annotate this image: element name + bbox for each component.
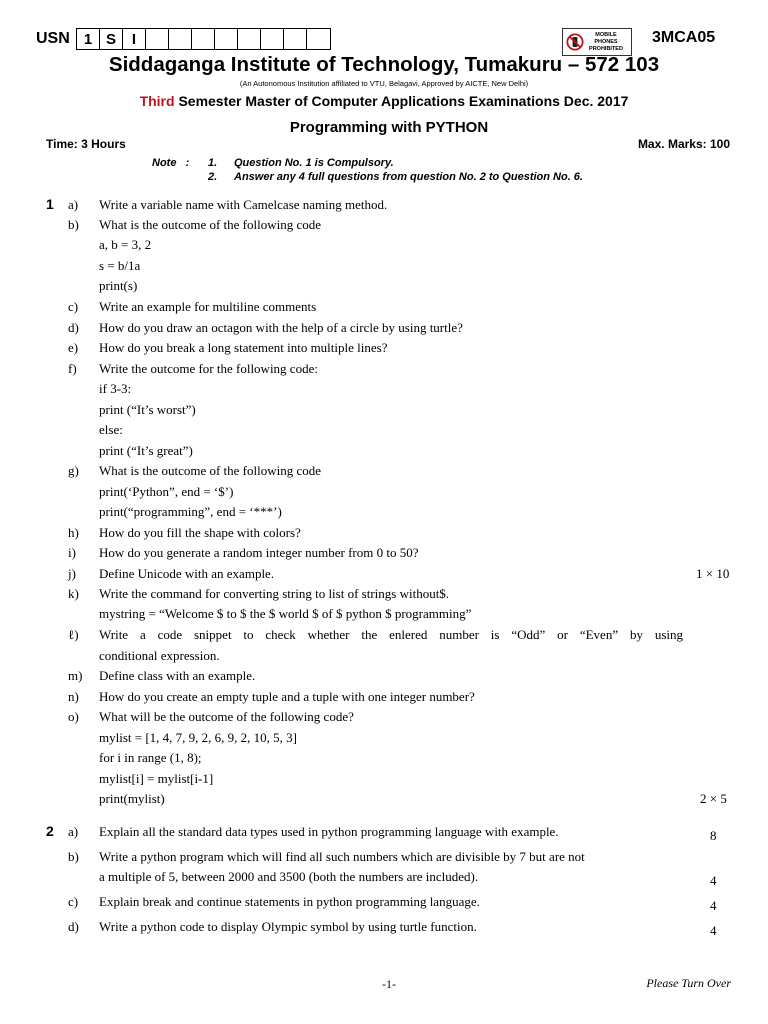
paper-code: 3MCA05 bbox=[652, 29, 716, 46]
question-number: 2 bbox=[46, 823, 54, 839]
usn-cell bbox=[238, 29, 261, 49]
marks-label: 2 × 5 bbox=[700, 791, 727, 806]
code-line: for i in range (1, 8); bbox=[99, 750, 202, 765]
usn-label: USN bbox=[36, 30, 70, 47]
code-line: mylist[i] = mylist[i-1] bbox=[99, 771, 214, 786]
marks-label: 4 bbox=[710, 923, 717, 938]
marks-label: 4 bbox=[710, 873, 717, 888]
question-text: Write a python code to display Olympic symbol by using turtle function. bbox=[99, 919, 477, 934]
no-phone-icon bbox=[566, 33, 584, 51]
question-number: 1 bbox=[46, 196, 54, 212]
question-text: Define class with an example. bbox=[99, 668, 256, 683]
usn-cell bbox=[192, 29, 215, 49]
sub-label: k) bbox=[68, 586, 79, 601]
sub-label: d) bbox=[68, 320, 79, 335]
sub-label: h) bbox=[68, 525, 79, 540]
sub-label: o) bbox=[68, 709, 79, 724]
code-line: print(‘Python”, end = ‘$’) bbox=[99, 484, 234, 499]
mobile-phones-prohibited-badge bbox=[562, 28, 632, 56]
usn-cell: 1 bbox=[77, 29, 100, 49]
note-number: 1. bbox=[208, 157, 218, 169]
question-text: Write a python program which will find all such numbers which are divisible by 7 but are not bbox=[99, 849, 585, 864]
note-text: Question No. 1 is Compulsory. bbox=[234, 157, 394, 169]
usn-cell bbox=[146, 29, 169, 49]
sub-label: n) bbox=[68, 689, 79, 704]
page-number: -1- bbox=[382, 977, 396, 991]
institution-name: Siddaganga Institute of Technology, Tumakuru – 572 103 bbox=[108, 53, 660, 76]
question-text: How do you create an empty tuple and a tuple with one integer number? bbox=[99, 689, 475, 704]
sub-label: b) bbox=[68, 849, 79, 864]
question-text: How do you fill the shape with colors? bbox=[99, 525, 301, 540]
note-number: 2. bbox=[208, 171, 218, 183]
usn-cell: S bbox=[100, 29, 123, 49]
exam-title bbox=[0, 93, 768, 109]
sub-label: ℓ) bbox=[68, 627, 79, 642]
question-text: How do you break a long statement into multiple lines? bbox=[99, 340, 388, 355]
semester-word: Third bbox=[139, 93, 175, 109]
usn-cell bbox=[261, 29, 284, 49]
sub-label: b) bbox=[68, 217, 79, 232]
code-line: if 3-3: bbox=[99, 381, 132, 396]
max-marks-label: Max. Marks: 100 bbox=[637, 137, 730, 151]
question-text: Write an example for multiline comments bbox=[99, 299, 317, 314]
sub-label: a) bbox=[68, 197, 79, 212]
badge-text: MOBILE PHONES PROHIBITED bbox=[589, 31, 623, 52]
sub-label: i) bbox=[68, 545, 76, 560]
code-line: print(s) bbox=[99, 278, 138, 293]
question-text: Write a code snippet to check whether the enlered number is “Odd” or “Even” by using bbox=[99, 627, 683, 642]
code-line: print(mylist) bbox=[99, 791, 165, 806]
code-line: mystring = “Welcome $ to $ the $ world $ of $ python $ programming” bbox=[99, 606, 472, 621]
question-text: What will be the outcome of the following code? bbox=[99, 709, 354, 724]
marks-label: 8 bbox=[710, 828, 717, 843]
note-label: Note : bbox=[152, 157, 190, 169]
sub-label: g) bbox=[68, 463, 79, 478]
usn-cell bbox=[284, 29, 307, 49]
question-text: Define Unicode with an example. bbox=[99, 566, 275, 581]
code-line: print (“It’s great”) bbox=[99, 443, 193, 458]
note-text: Answer any 4 full questions from question No. 2 to Question No. 6. bbox=[234, 171, 583, 183]
question-text: What is the outcome of the following code bbox=[99, 463, 322, 478]
code-line: else: bbox=[99, 422, 123, 437]
question-text: How do you generate a random integer number from 0 to 50? bbox=[99, 545, 419, 560]
marks-label: 1 × 10 bbox=[696, 566, 730, 581]
question-text: What is the outcome of the following code bbox=[99, 217, 322, 232]
subject-title: Programming with PYTHON bbox=[289, 119, 489, 136]
code-line: print(“programming”, end = ‘***’) bbox=[99, 504, 282, 519]
sub-label: e) bbox=[68, 340, 79, 355]
sub-label: c) bbox=[68, 299, 79, 314]
usn-cell: I bbox=[123, 29, 146, 49]
code-line: print (“It’s worst”) bbox=[99, 402, 196, 417]
question-text: Explain all the standard data types used in python programming language with example. bbox=[99, 824, 559, 839]
usn-boxes bbox=[76, 28, 331, 50]
exam-title-text: Semester Master of Computer Applications Examinations Dec. 2017 bbox=[174, 93, 629, 109]
affiliation-line: (An Autonomous Institution affiliated to VTU, Belagavi, Approved by AICTE, New Delhi) bbox=[239, 79, 529, 88]
usn-cell bbox=[307, 29, 330, 49]
sub-label: f) bbox=[68, 361, 77, 376]
sub-label: d) bbox=[68, 919, 79, 934]
question-text-continued: conditional expression. bbox=[99, 648, 220, 663]
time-label: Time: 3 Hours bbox=[46, 137, 126, 151]
question-text: Write the outcome for the following code: bbox=[99, 361, 318, 376]
sub-label: j) bbox=[68, 566, 76, 581]
sub-label: a) bbox=[68, 824, 79, 839]
sub-label: c) bbox=[68, 894, 79, 909]
question-text: Write the command for converting string to list of strings without$. bbox=[99, 586, 450, 601]
usn-cell bbox=[169, 29, 192, 49]
marks-label: 4 bbox=[710, 898, 717, 913]
code-line: mylist = [1, 4, 7, 9, 2, 6, 9, 2, 10, 5, 3] bbox=[99, 730, 297, 745]
question-text: How do you draw an octagon with the help of a circle by using turtle? bbox=[99, 320, 463, 335]
sub-label: m) bbox=[68, 668, 83, 683]
usn-cell bbox=[215, 29, 238, 49]
code-line: a, b = 3, 2 bbox=[99, 237, 152, 252]
question-text: Write a variable name with Camelcase naming method. bbox=[99, 197, 388, 212]
please-turn-over: Please Turn Over bbox=[646, 976, 731, 990]
question-text-continued: a multiple of 5, between 2000 and 3500 (both the numbers are included). bbox=[99, 869, 479, 884]
code-line: s = b/1a bbox=[99, 258, 141, 273]
question-text: Explain break and continue statements in python programming language. bbox=[99, 894, 480, 909]
